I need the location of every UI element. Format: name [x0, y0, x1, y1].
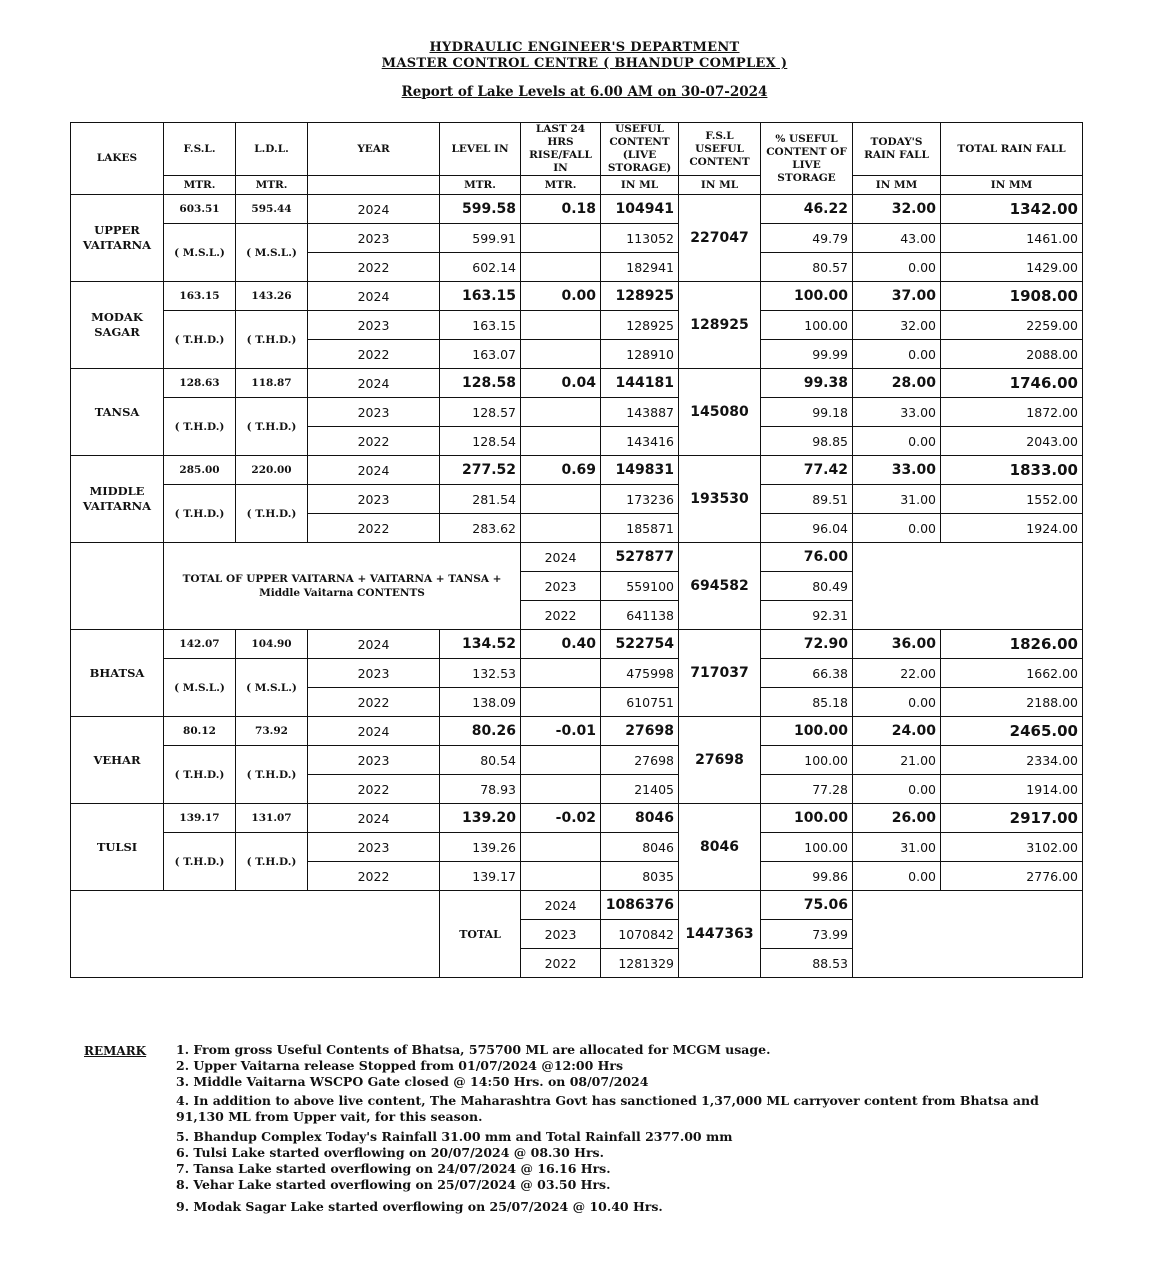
- col-lakes: LAKES: [71, 123, 164, 195]
- fsl-content-cell: 694582: [679, 543, 761, 630]
- blank-cell: [71, 891, 440, 978]
- level-cell: 138.09: [440, 688, 521, 717]
- pct-cell: 100.00: [761, 311, 853, 340]
- ldl-value: 131.07: [236, 804, 308, 833]
- total-rain-cell: 2088.00: [941, 340, 1083, 369]
- ldl-value: 118.87: [236, 369, 308, 398]
- remark-item: 8. Vehar Lake started overflowing on 25/07/2024 @ 03.50 Hrs.: [176, 1177, 611, 1192]
- fsl-content-cell: 227047: [679, 195, 761, 282]
- ldl-datum: ( M.S.L.): [236, 659, 308, 717]
- today-rain-cell: 31.00: [853, 833, 941, 862]
- table-row: [71, 282, 1083, 311]
- total-rain-cell: 3102.00: [941, 833, 1083, 862]
- useful-cell: 104941: [601, 195, 679, 224]
- ldl-value: 104.90: [236, 630, 308, 659]
- table-row: [71, 195, 1083, 224]
- remark-item: 2. Upper Vaitarna release Stopped from 01/07/2024 @12:00 Hrs: [176, 1058, 624, 1073]
- useful-cell: 8035: [601, 862, 679, 891]
- level-cell: 163.15: [440, 311, 521, 340]
- rise-cell: -0.01: [521, 717, 601, 746]
- useful-cell: 1070842: [601, 920, 679, 949]
- units-row: [71, 176, 1083, 195]
- rise-cell: [521, 253, 601, 282]
- pct-cell: 88.53: [761, 949, 853, 978]
- total-rain-cell: 1429.00: [941, 253, 1083, 282]
- total-rain-cell: 1872.00: [941, 398, 1083, 427]
- table-row: [71, 224, 1083, 253]
- col-level: LEVEL IN: [440, 123, 521, 176]
- fsl-value: 139.17: [164, 804, 236, 833]
- pct-cell: 100.00: [761, 282, 853, 311]
- pct-cell: 89.51: [761, 485, 853, 514]
- table-row: [71, 833, 1083, 862]
- total-rain-cell: 1826.00: [941, 630, 1083, 659]
- total-rain-cell: 2043.00: [941, 427, 1083, 456]
- pct-cell: 75.06: [761, 891, 853, 920]
- total-rain-cell: 2188.00: [941, 688, 1083, 717]
- pct-cell: 99.99: [761, 340, 853, 369]
- fsl-content-cell: 8046: [679, 804, 761, 891]
- rise-cell: 0.00: [521, 282, 601, 311]
- total-row: [71, 891, 1083, 920]
- lake-name: VEHAR: [71, 717, 164, 804]
- total-rain-cell: 1552.00: [941, 485, 1083, 514]
- useful-cell: 27698: [601, 717, 679, 746]
- pct-cell: 100.00: [761, 717, 853, 746]
- year-cell: 2024: [308, 369, 440, 398]
- year-cell: 2023: [308, 659, 440, 688]
- remark-item: 3. Middle Vaitarna WSCPO Gate closed @ 14:50 Hrs. on 08/07/2024: [176, 1074, 649, 1089]
- pct-cell: 100.00: [761, 746, 853, 775]
- pct-cell: 92.31: [761, 601, 853, 630]
- unit-level: MTR.: [440, 176, 521, 195]
- ldl-value: 220.00: [236, 456, 308, 485]
- fsl-datum: ( M.S.L.): [164, 224, 236, 282]
- table-row: [71, 311, 1083, 340]
- level-cell: 163.15: [440, 282, 521, 311]
- today-rain-cell: 0.00: [853, 775, 941, 804]
- pct-cell: 98.85: [761, 427, 853, 456]
- level-cell: 134.52: [440, 630, 521, 659]
- blank-cell: [853, 543, 1083, 630]
- fsl-content-cell: 145080: [679, 369, 761, 456]
- level-cell: 163.07: [440, 340, 521, 369]
- today-rain-cell: 32.00: [853, 311, 941, 340]
- pct-cell: 96.04: [761, 514, 853, 543]
- year-cell: 2024: [308, 195, 440, 224]
- ldl-datum: ( M.S.L.): [236, 224, 308, 282]
- lake-name: UPPER VAITARNA: [71, 195, 164, 282]
- table-row: [71, 746, 1083, 775]
- useful-cell: 475998: [601, 659, 679, 688]
- table-row: [71, 659, 1083, 688]
- useful-cell: 8046: [601, 804, 679, 833]
- ldl-datum: ( T.H.D.): [236, 398, 308, 456]
- table-row: [71, 369, 1083, 398]
- table-row: [71, 804, 1083, 833]
- remark-item: 9. Modak Sagar Lake started overflowing on 25/07/2024 @ 10.40 Hrs.: [176, 1199, 663, 1214]
- header-row: [71, 123, 1083, 176]
- pct-cell: 77.42: [761, 456, 853, 485]
- year-cell: 2023: [521, 572, 601, 601]
- fsl-content-cell: 128925: [679, 282, 761, 369]
- today-rain-cell: 43.00: [853, 224, 941, 253]
- useful-cell: 149831: [601, 456, 679, 485]
- fsl-content-cell: 193530: [679, 456, 761, 543]
- remark-list: [176, 1042, 1076, 1215]
- total-rain-cell: 2334.00: [941, 746, 1083, 775]
- total-rain-cell: 1908.00: [941, 282, 1083, 311]
- rise-cell: [521, 485, 601, 514]
- pct-cell: 100.00: [761, 833, 853, 862]
- unit-rise: MTR.: [521, 176, 601, 195]
- rise-cell: [521, 311, 601, 340]
- table-row: [71, 456, 1083, 485]
- unit-useful: IN ML: [601, 176, 679, 195]
- level-cell: 139.20: [440, 804, 521, 833]
- fsl-datum: ( T.H.D.): [164, 746, 236, 804]
- useful-cell: 641138: [601, 601, 679, 630]
- remark-label: REMARK: [84, 1044, 147, 1058]
- lake-levels-table: [70, 122, 1083, 978]
- year-cell: 2023: [308, 485, 440, 514]
- blank-cell: [853, 891, 1083, 978]
- useful-cell: 128910: [601, 340, 679, 369]
- rise-cell: [521, 659, 601, 688]
- remark-item: 1. From gross Useful Contents of Bhatsa, 575700 ML are allocated for MCGM usage.: [176, 1042, 771, 1057]
- total-label: TOTAL: [440, 891, 521, 978]
- useful-cell: 8046: [601, 833, 679, 862]
- useful-cell: 143887: [601, 398, 679, 427]
- useful-cell: 527877: [601, 543, 679, 572]
- rise-cell: [521, 746, 601, 775]
- useful-cell: 1086376: [601, 891, 679, 920]
- col-pct: % USEFUL CONTENT OF LIVE STORAGE: [761, 123, 853, 195]
- unit-today-rain: IN MM: [853, 176, 941, 195]
- today-rain-cell: 36.00: [853, 630, 941, 659]
- year-cell: 2022: [308, 427, 440, 456]
- level-cell: 80.26: [440, 717, 521, 746]
- today-rain-cell: 0.00: [853, 688, 941, 717]
- total-rain-cell: 2776.00: [941, 862, 1083, 891]
- total-rain-cell: 1662.00: [941, 659, 1083, 688]
- fsl-value: 163.15: [164, 282, 236, 311]
- useful-cell: 182941: [601, 253, 679, 282]
- level-cell: 599.91: [440, 224, 521, 253]
- today-rain-cell: 26.00: [853, 804, 941, 833]
- total-rain-cell: 1924.00: [941, 514, 1083, 543]
- useful-cell: 559100: [601, 572, 679, 601]
- level-cell: 283.62: [440, 514, 521, 543]
- pct-cell: 72.90: [761, 630, 853, 659]
- year-cell: 2022: [308, 253, 440, 282]
- useful-cell: 21405: [601, 775, 679, 804]
- level-cell: 602.14: [440, 253, 521, 282]
- blank-cell: [71, 543, 164, 630]
- remark-item: 4. In addition to above live content, The Maharashtra Govt has sanctioned 1,37,000 ML carryover content from Bhatsa and 91,130 ML from Upper vait, for this season.: [176, 1093, 1039, 1124]
- pct-cell: 73.99: [761, 920, 853, 949]
- year-cell: 2024: [308, 804, 440, 833]
- total-rain-cell: 1746.00: [941, 369, 1083, 398]
- pct-cell: 49.79: [761, 224, 853, 253]
- fsl-value: 142.07: [164, 630, 236, 659]
- year-cell: 2024: [308, 456, 440, 485]
- fsl-value: 128.63: [164, 369, 236, 398]
- table-row: [71, 398, 1083, 427]
- ldl-datum: ( T.H.D.): [236, 746, 308, 804]
- pct-cell: 99.86: [761, 862, 853, 891]
- remark-item: 5. Bhandup Complex Today's Rainfall 31.00 mm and Total Rainfall 2377.00 mm: [176, 1129, 733, 1144]
- today-rain-cell: 22.00: [853, 659, 941, 688]
- pct-cell: 100.00: [761, 804, 853, 833]
- rise-cell: -0.02: [521, 804, 601, 833]
- unit-total-rain: IN MM: [941, 176, 1083, 195]
- table-row: [71, 630, 1083, 659]
- level-cell: 277.52: [440, 456, 521, 485]
- fsl-datum: ( T.H.D.): [164, 398, 236, 456]
- useful-cell: 128925: [601, 311, 679, 340]
- year-cell: 2024: [521, 891, 601, 920]
- fsl-datum: ( T.H.D.): [164, 311, 236, 369]
- ldl-value: 143.26: [236, 282, 308, 311]
- year-cell: 2022: [521, 949, 601, 978]
- total-rain-cell: 2259.00: [941, 311, 1083, 340]
- pct-cell: 76.00: [761, 543, 853, 572]
- today-rain-cell: 0.00: [853, 862, 941, 891]
- useful-cell: 128925: [601, 282, 679, 311]
- year-cell: 2024: [308, 717, 440, 746]
- rise-cell: 0.69: [521, 456, 601, 485]
- col-useful: USEFUL CONTENT (LIVE STORAGE): [601, 123, 679, 176]
- pct-cell: 85.18: [761, 688, 853, 717]
- total-rain-cell: 2917.00: [941, 804, 1083, 833]
- year-cell: 2023: [308, 398, 440, 427]
- today-rain-cell: 33.00: [853, 398, 941, 427]
- unit-fsl: MTR.: [164, 176, 236, 195]
- rise-cell: [521, 398, 601, 427]
- pct-cell: 77.28: [761, 775, 853, 804]
- department-title: HYDRAULIC ENGINEER'S DEPARTMENT: [429, 40, 740, 55]
- year-cell: 2023: [521, 920, 601, 949]
- today-rain-cell: 0.00: [853, 514, 941, 543]
- year-cell: 2024: [308, 282, 440, 311]
- table-row: [71, 717, 1083, 746]
- today-rain-cell: 33.00: [853, 456, 941, 485]
- pct-cell: 99.38: [761, 369, 853, 398]
- col-rise: LAST 24 HRS RISE/FALL IN: [521, 123, 601, 176]
- today-rain-cell: 0.00: [853, 427, 941, 456]
- fsl-datum: ( T.H.D.): [164, 485, 236, 543]
- level-cell: 128.58: [440, 369, 521, 398]
- useful-cell: 144181: [601, 369, 679, 398]
- report-title: Report of Lake Levels at 6.00 AM on 30-07-2024: [401, 84, 768, 100]
- rise-cell: 0.18: [521, 195, 601, 224]
- pct-cell: 80.49: [761, 572, 853, 601]
- fsl-content-cell: 1447363: [679, 891, 761, 978]
- rise-cell: [521, 775, 601, 804]
- rise-cell: 0.40: [521, 630, 601, 659]
- fsl-content-cell: 717037: [679, 630, 761, 717]
- year-cell: 2022: [308, 775, 440, 804]
- year-cell: 2024: [521, 543, 601, 572]
- year-cell: 2022: [308, 862, 440, 891]
- rise-cell: [521, 427, 601, 456]
- rise-cell: [521, 862, 601, 891]
- unit-fsl-content: IN ML: [679, 176, 761, 195]
- lake-name: TULSI: [71, 804, 164, 891]
- useful-cell: 27698: [601, 746, 679, 775]
- ldl-datum: ( T.H.D.): [236, 311, 308, 369]
- col-year: YEAR: [308, 123, 440, 176]
- lake-name: BHATSA: [71, 630, 164, 717]
- level-cell: 132.53: [440, 659, 521, 688]
- level-cell: 139.17: [440, 862, 521, 891]
- fsl-value: 80.12: [164, 717, 236, 746]
- col-today-rain: TODAY'S RAIN FALL: [853, 123, 941, 176]
- pct-cell: 46.22: [761, 195, 853, 224]
- remark-item: 7. Tansa Lake started overflowing on 24/07/2024 @ 16.16 Hrs.: [176, 1161, 611, 1176]
- useful-cell: 143416: [601, 427, 679, 456]
- table-row: [71, 485, 1083, 514]
- today-rain-cell: 32.00: [853, 195, 941, 224]
- pct-cell: 66.38: [761, 659, 853, 688]
- year-cell: 2022: [521, 601, 601, 630]
- lake-name: TANSA: [71, 369, 164, 456]
- level-cell: 128.54: [440, 427, 521, 456]
- year-cell: 2024: [308, 630, 440, 659]
- lake-name: MODAK SAGAR: [71, 282, 164, 369]
- rise-cell: [521, 688, 601, 717]
- useful-cell: 1281329: [601, 949, 679, 978]
- today-rain-cell: 0.00: [853, 340, 941, 369]
- year-cell: 2023: [308, 224, 440, 253]
- unit-year: [308, 176, 440, 195]
- level-cell: 281.54: [440, 485, 521, 514]
- unit-ldl: MTR.: [236, 176, 308, 195]
- rise-cell: [521, 514, 601, 543]
- ldl-datum: ( T.H.D.): [236, 485, 308, 543]
- useful-cell: 185871: [601, 514, 679, 543]
- col-fsl: F.S.L.: [164, 123, 236, 176]
- fsl-datum: ( M.S.L.): [164, 659, 236, 717]
- rise-cell: [521, 833, 601, 862]
- col-ldl: L.D.L.: [236, 123, 308, 176]
- col-fsl-content: F.S.L USEFUL CONTENT: [679, 123, 761, 176]
- total-rain-cell: 1342.00: [941, 195, 1083, 224]
- year-cell: 2022: [308, 514, 440, 543]
- level-cell: 78.93: [440, 775, 521, 804]
- total-rain-cell: 1461.00: [941, 224, 1083, 253]
- fsl-value: 285.00: [164, 456, 236, 485]
- remark-item: 6. Tulsi Lake started overflowing on 20/07/2024 @ 08.30 Hrs.: [176, 1145, 604, 1160]
- lake-name: MIDDLE VAITARNA: [71, 456, 164, 543]
- level-cell: 80.54: [440, 746, 521, 775]
- pct-cell: 99.18: [761, 398, 853, 427]
- subtotal-label: TOTAL OF UPPER VAITARNA + VAITARNA + TANSA + Middle Vaitarna CONTENTS: [164, 543, 521, 630]
- fsl-value: 603.51: [164, 195, 236, 224]
- today-rain-cell: 28.00: [853, 369, 941, 398]
- useful-cell: 113052: [601, 224, 679, 253]
- ldl-value: 73.92: [236, 717, 308, 746]
- year-cell: 2022: [308, 340, 440, 369]
- year-cell: 2023: [308, 746, 440, 775]
- pct-cell: 80.57: [761, 253, 853, 282]
- year-cell: 2023: [308, 311, 440, 340]
- level-cell: 599.58: [440, 195, 521, 224]
- year-cell: 2023: [308, 833, 440, 862]
- level-cell: 128.57: [440, 398, 521, 427]
- ldl-datum: ( T.H.D.): [236, 833, 308, 891]
- rise-cell: [521, 340, 601, 369]
- today-rain-cell: 37.00: [853, 282, 941, 311]
- total-rain-cell: 1914.00: [941, 775, 1083, 804]
- level-cell: 139.26: [440, 833, 521, 862]
- today-rain-cell: 31.00: [853, 485, 941, 514]
- rise-cell: [521, 224, 601, 253]
- today-rain-cell: 0.00: [853, 253, 941, 282]
- ldl-value: 595.44: [236, 195, 308, 224]
- total-rain-cell: 2465.00: [941, 717, 1083, 746]
- today-rain-cell: 24.00: [853, 717, 941, 746]
- fsl-datum: ( T.H.D.): [164, 833, 236, 891]
- rise-cell: 0.04: [521, 369, 601, 398]
- useful-cell: 173236: [601, 485, 679, 514]
- useful-cell: 610751: [601, 688, 679, 717]
- useful-cell: 522754: [601, 630, 679, 659]
- total-row: [71, 543, 1083, 572]
- year-cell: 2022: [308, 688, 440, 717]
- today-rain-cell: 21.00: [853, 746, 941, 775]
- fsl-content-cell: 27698: [679, 717, 761, 804]
- centre-title: MASTER CONTROL CENTRE ( BHANDUP COMPLEX ): [381, 56, 788, 71]
- total-rain-cell: 1833.00: [941, 456, 1083, 485]
- col-total-rain: TOTAL RAIN FALL: [941, 123, 1083, 176]
